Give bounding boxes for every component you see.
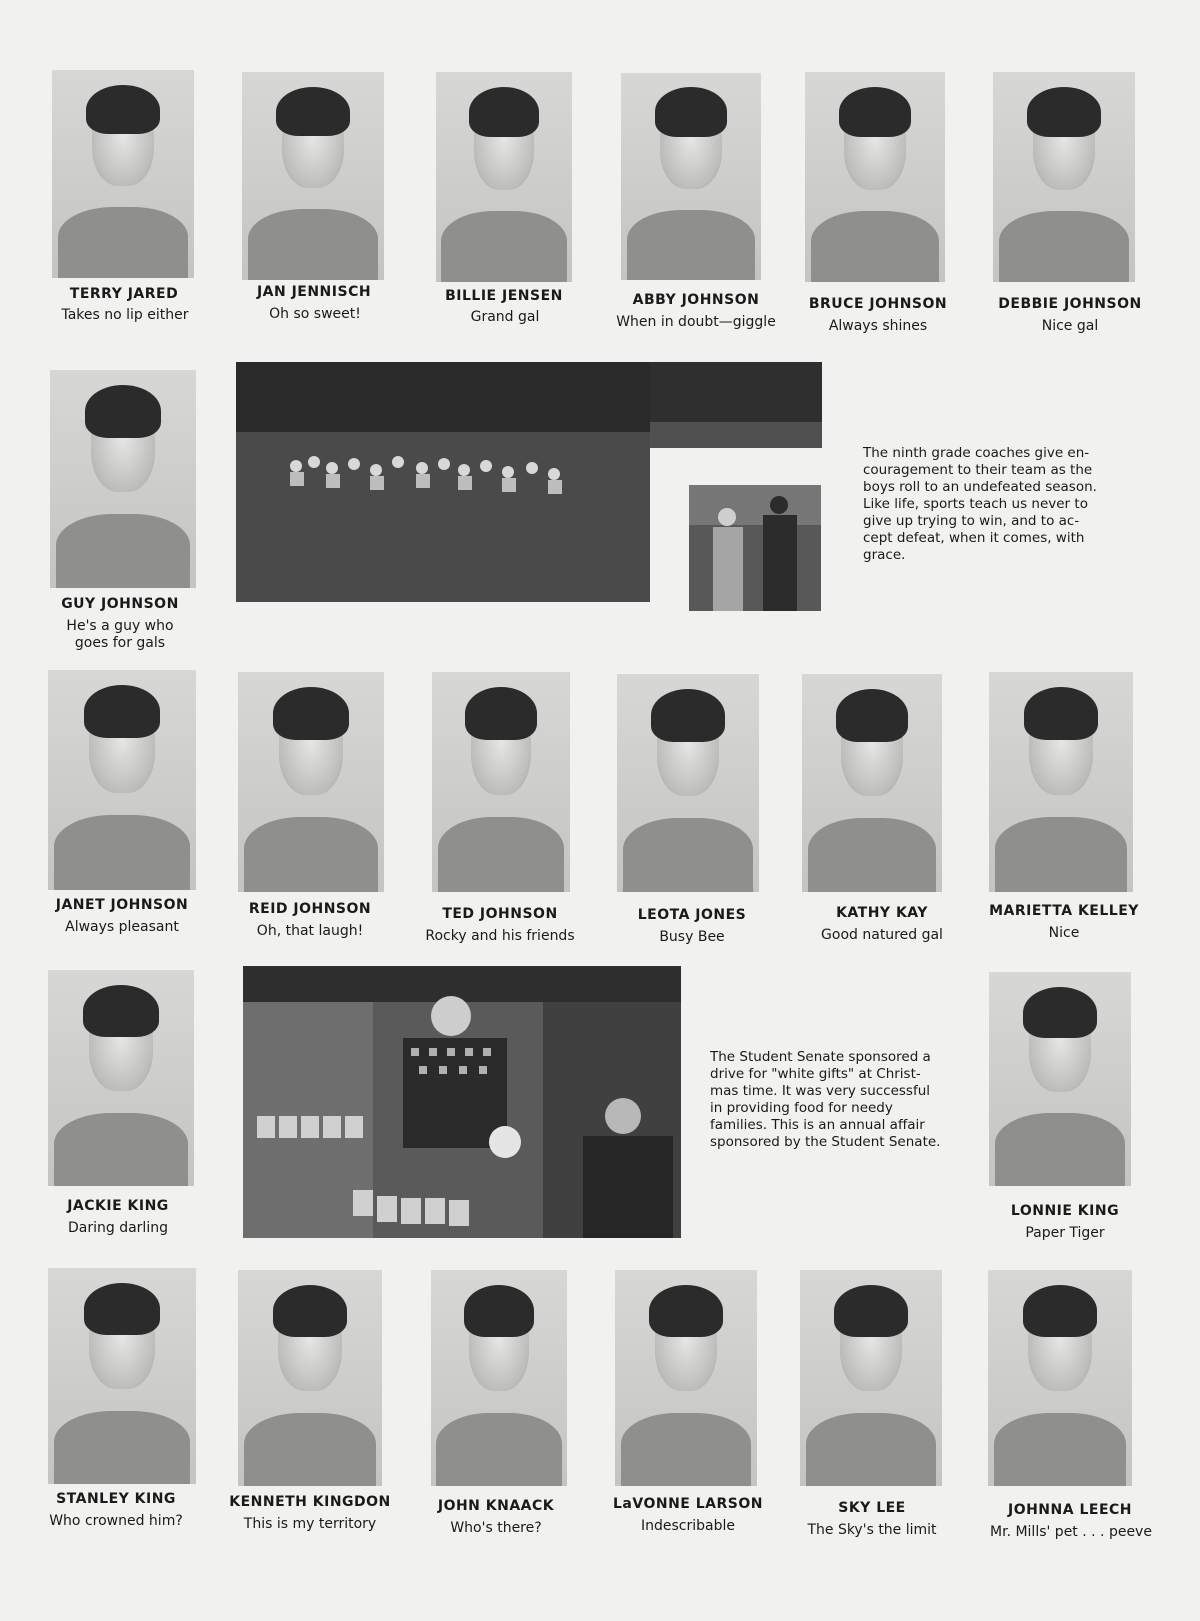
student-quote: Rocky and his friends [425,928,575,944]
student-name: STANLEY KING [56,1491,176,1507]
portrait-debbie-johnson [993,72,1135,282]
portrait-terry-jared [52,70,194,278]
portrait-johnna-leech [988,1270,1132,1486]
caption-line: The Student Senate sponsored a [710,1049,931,1065]
student-quote-line-2: goes for gals [74,635,166,651]
student-name: LEOTA JONES [637,907,747,923]
portrait-billie-jensen [436,72,572,282]
student-quote: Paper Tiger [1025,1225,1105,1241]
portrait-kenneth-kingdon [238,1270,382,1486]
portrait-bruce-johnson [805,72,945,282]
caption-line: couragement to their team as the [863,462,1093,478]
student-name: TED JOHNSON [442,906,558,922]
portrait-ted-johnson [432,672,570,892]
portrait-john-knaack [431,1270,567,1486]
portrait-reid-johnson [238,672,384,892]
caption-line: mas time. It was very successful [710,1083,931,1099]
portrait-lonnie-king [989,972,1131,1186]
student-quote: Indescribable [641,1518,735,1534]
portrait-jan-jennisch [242,72,384,280]
caption-line: boys roll to an undefeated season. [863,479,1097,495]
student-quote: Oh so sweet! [269,306,361,322]
student-name: JACKIE KING [67,1198,169,1214]
student-name: JANET JOHNSON [55,897,189,913]
portrait-sky-lee [800,1270,942,1486]
student-name: LaVONNE LARSON [613,1496,763,1512]
portrait-guy-johnson [50,370,196,588]
student-name: SKY LEE [838,1500,906,1516]
student-name: TERRY JARED [69,286,179,302]
caption-line: sponsored by the Student Senate. [710,1134,941,1150]
student-quote-line-1: He's a guy who [66,618,174,634]
student-name: JOHNNA LEECH [1007,1502,1132,1518]
student-quote: Nice gal [1041,318,1099,334]
portrait-stanley-king [48,1268,196,1484]
student-quote: When in doubt—giggle [616,314,776,330]
student-quote: Mr. Mills' pet . . . peeve [990,1524,1152,1540]
caption-line: Like life, sports teach us never to [863,496,1088,512]
student-quote: Oh, that laugh! [256,923,364,939]
student-name: DEBBIE JOHNSON [998,296,1142,312]
caption-line: families. This is an annual affair [710,1117,925,1133]
football-field-photo [236,362,650,602]
student-quote: Always pleasant [65,919,179,935]
caption-line: in providing food for needy [710,1100,893,1116]
student-quote: Daring darling [68,1220,168,1236]
student-name: ABBY JOHNSON [632,292,760,308]
student-name: GUY JOHNSON [61,596,179,612]
coaches-photo [689,485,821,611]
portrait-kathy-kay [802,674,942,892]
student-name: KATHY KAY [836,905,928,921]
football-caption [863,445,1118,564]
portrait-janet-johnson [48,670,196,890]
portrait-marietta-kelley [989,672,1133,892]
student-quote: The Sky's the limit [807,1522,937,1538]
portrait-abby-johnson [621,73,761,280]
caption-line: give up trying to win, and to ac- [863,513,1080,529]
student-quote: Who's there? [450,1520,542,1536]
caption-line: drive for "white gifts" at Christ- [710,1066,921,1082]
student-quote: Takes no lip either [61,307,189,323]
student-name: JOHN KNAACK [437,1498,555,1514]
white-gifts-photo [243,966,681,1238]
student-name: BILLIE JENSEN [445,288,563,304]
portrait-leota-jones [617,674,759,892]
portrait-lavonne-larson [615,1270,757,1486]
student-quote: Who crowned him? [49,1513,183,1529]
student-quote: Always shines [828,318,928,334]
student-quote: Busy Bee [659,929,725,945]
student-name: BRUCE JOHNSON [808,296,948,312]
student-name: JAN JENNISCH [256,284,372,300]
student-name: MARIETTA KELLEY [989,903,1139,919]
student-name: LONNIE KING [1010,1203,1120,1219]
student-quote: Grand gal [470,309,540,325]
student-name: REID JOHNSON [248,901,372,917]
student-name: KENNETH KINGDON [229,1494,391,1510]
caption-line: grace. [863,547,906,563]
student-quote: This is my territory [243,1516,377,1532]
caption-line: cept defeat, when it comes, with [863,530,1085,546]
caption-line: The ninth grade coaches give en- [863,445,1090,461]
student-quote: Good natured gal [821,927,943,943]
student-quote: Nice [1048,925,1080,941]
white-gifts-caption [710,1049,963,1151]
portrait-jackie-king [48,970,194,1186]
field-treeline-photo [650,362,822,448]
